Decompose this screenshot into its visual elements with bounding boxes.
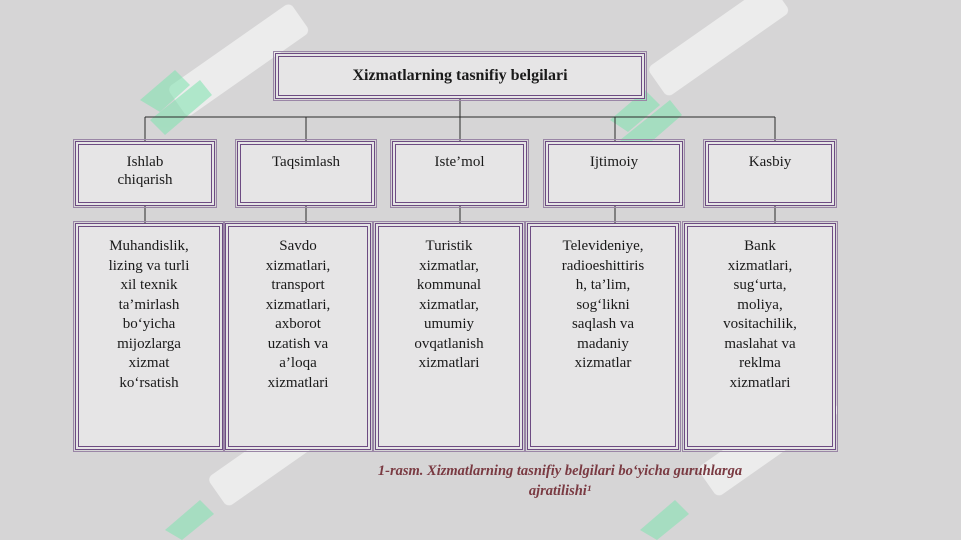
- detail-box-ishlab-chiqarish: [75, 223, 223, 450]
- detail-box-taqsimlash: [225, 223, 371, 450]
- detail-text: Savdo xizmatlari, transport xizmatlari, axborot uzatish va a’loqa xizmatlari: [265, 238, 331, 391]
- diagram-title-box: [275, 53, 645, 99]
- category-box-kasbiy: [705, 141, 835, 206]
- detail-box-ijtimoiy: [527, 223, 679, 450]
- detail-box-kasbiy: [684, 223, 836, 450]
- figure-caption: [250, 461, 870, 501]
- diagram-title: Xizmatlarning tasnifiy belgilari: [352, 67, 568, 84]
- detail-text: Muhandislik, lizing va turli xil texnik ta’mirlash bo‘yicha mijozlarga xizmat ko‘rsatish: [108, 238, 190, 391]
- category-label: Taqsimlash: [271, 154, 341, 170]
- detail-text: Turistik xizmatlar, kommunal xizmatlar, umumiy ovqatlanish xizmatlari: [414, 238, 484, 371]
- category-label: Iste’mol: [434, 154, 485, 170]
- detail-text: Bank xizmatlari, sug‘urta, moliya, vositachilik, maslahat va reklma xizmatlari: [723, 238, 797, 391]
- category-label: Ishlab chiqarish: [117, 154, 173, 188]
- category-label: Ijtimoiy: [589, 154, 639, 170]
- category-box-istemol: [392, 141, 527, 206]
- category-box-taqsimlash: [237, 141, 375, 206]
- detail-text: Televideniye, radioeshittiris h, ta’lim, sog‘likni saqlash va madaniy xizmatlar: [561, 238, 645, 371]
- category-box-ishlab-chiqarish: [75, 141, 215, 206]
- detail-box-istemol: [375, 223, 523, 450]
- category-box-ijtimoiy: [545, 141, 683, 206]
- figure-caption-text: 1-rasm. Xizmatlarning tasnifiy belgilari bo‘yicha guruhlarga ajratilishi¹: [377, 463, 743, 499]
- category-label: Kasbiy: [748, 154, 792, 170]
